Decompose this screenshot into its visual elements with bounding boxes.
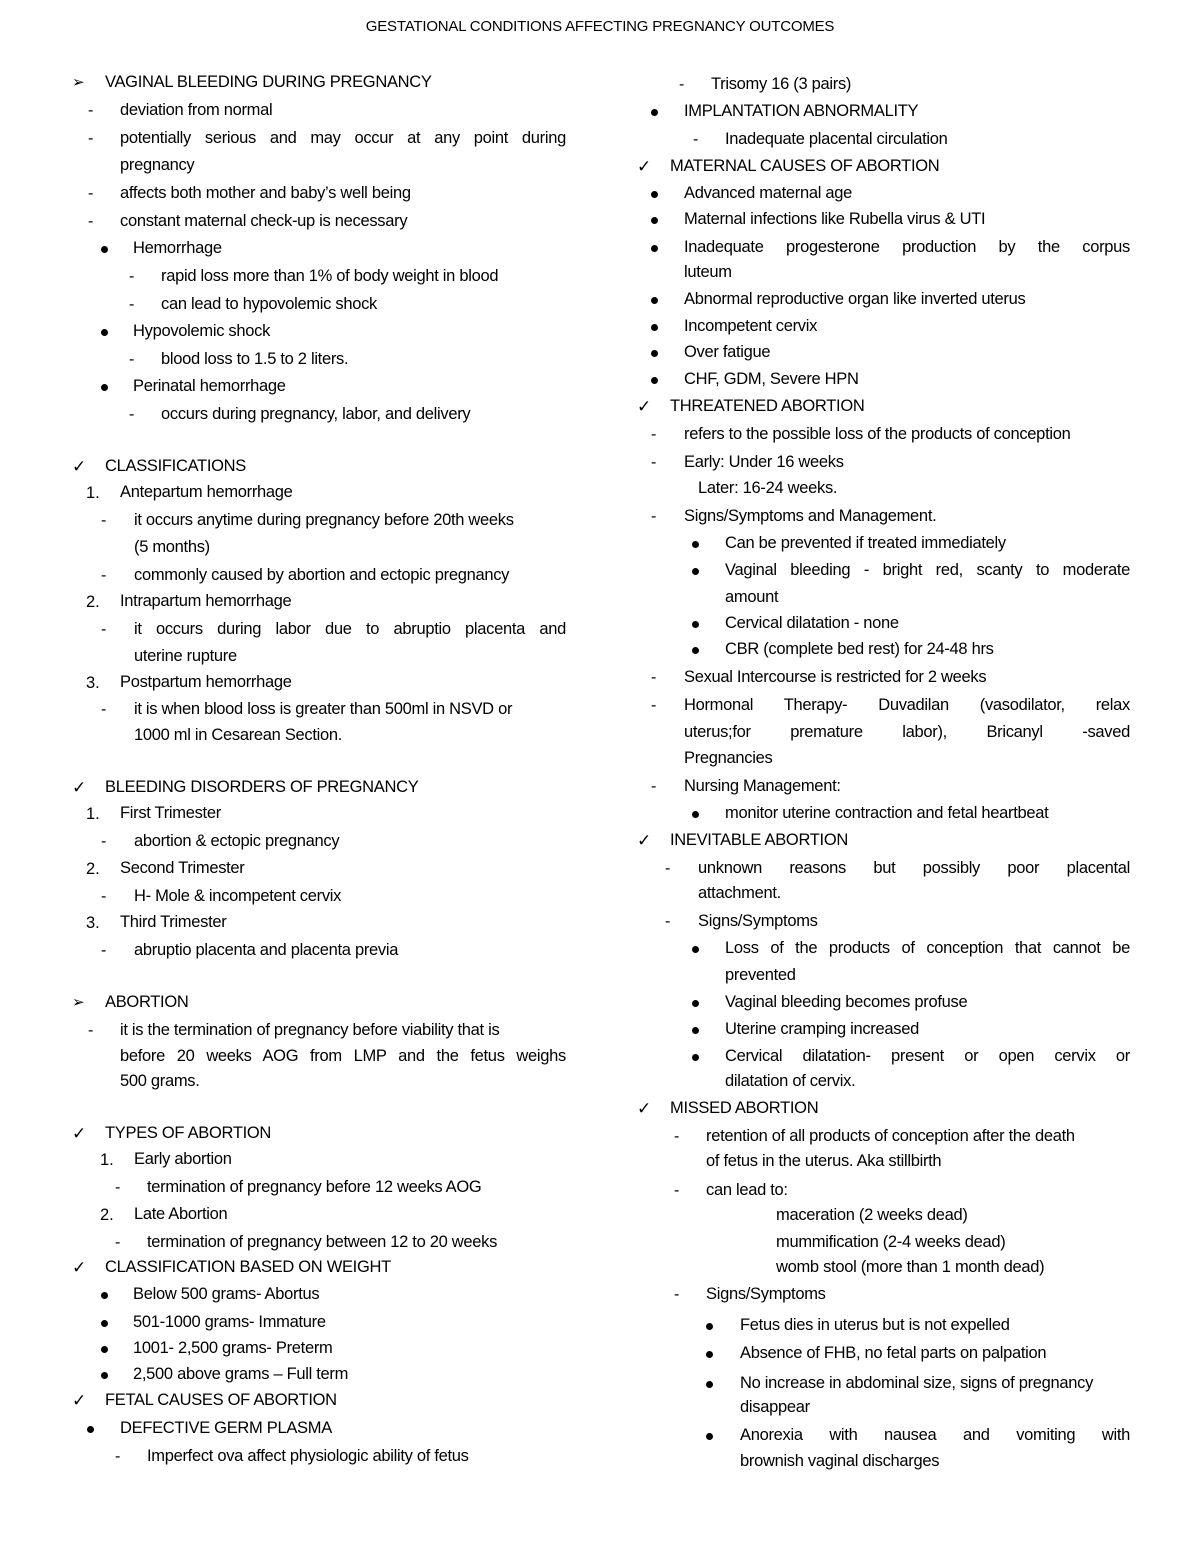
right-column-text-line: prevented	[725, 966, 796, 984]
bullet-icon	[101, 329, 108, 336]
bullet-icon	[692, 946, 699, 953]
left-column-text-line: 500 grams.	[120, 1072, 200, 1090]
dash-marker	[674, 1126, 679, 1148]
list-number: 1.	[100, 1151, 114, 1169]
dash-marker	[129, 294, 134, 316]
checkmark-icon: ✓	[637, 157, 652, 176]
left-column-text-line: pregnancy	[120, 156, 195, 174]
bullet-icon	[692, 568, 699, 575]
dash-marker	[101, 565, 106, 587]
dash-marker	[101, 886, 106, 908]
right-column-text-line: No increase in abdominal size, signs of pregnancy	[740, 1374, 1094, 1392]
left-column-text-line: blood loss to 1.5 to 2 liters.	[161, 350, 349, 368]
dash-marker	[674, 1180, 679, 1202]
right-column-text-line: maceration (2 weeks dead)	[776, 1206, 968, 1224]
dash-marker	[129, 349, 134, 371]
bullet-icon	[651, 191, 658, 198]
left-column-text-line: occurs during pregnancy, labor, and delivery	[161, 405, 471, 423]
dash-marker	[88, 211, 93, 233]
dash-marker	[651, 776, 656, 798]
left-column-text-line: FETAL CAUSES OF ABORTION	[105, 1391, 337, 1409]
bullet-icon	[706, 1433, 713, 1440]
list-number: 3.	[86, 674, 100, 692]
right-column-text-line: Vaginal bleeding becomes profuse	[725, 993, 968, 1011]
left-column-text-line: rapid loss more than 1% of body weight in blood	[161, 267, 499, 285]
left-column-text-line: Antepartum hemorrhage	[120, 483, 293, 501]
arrow-bullet-icon: ➢	[72, 74, 85, 91]
list-number: 1.	[86, 484, 100, 502]
bullet-icon	[651, 217, 658, 224]
bullet-icon	[101, 246, 108, 253]
left-column-text-line: 2,500 above grams – Full term	[133, 1365, 349, 1383]
right-column-text-line: uterus;for premature labor), Bricanyl -saved	[684, 723, 1130, 741]
right-column-text-line: Over fatigue	[684, 343, 771, 361]
left-column-text-line: it is the termination of pregnancy before viability that is	[120, 1021, 500, 1039]
checkmark-icon: ✓	[72, 1391, 87, 1410]
right-column-text-line: MISSED ABORTION	[670, 1099, 819, 1117]
bullet-icon	[101, 1292, 108, 1299]
left-column-text-line: H- Mole & incompetent cervix	[134, 887, 342, 905]
arrow-bullet-icon: ➢	[72, 994, 85, 1011]
bullet-icon	[706, 1381, 713, 1388]
right-column-text-line: CBR (complete bed rest) for 24-48 hrs	[725, 640, 994, 658]
left-column-text-line: 501-1000 grams- Immature	[133, 1313, 326, 1331]
bullet-icon	[651, 350, 658, 357]
right-column-text-line: monitor uterine contraction and fetal heartbeat	[725, 804, 1049, 822]
right-column-text-line: Signs/Symptoms and Management.	[684, 507, 937, 525]
dash-marker	[651, 506, 656, 528]
left-column-text-line: termination of pregnancy before 12 weeks AOG	[147, 1178, 482, 1196]
left-column-text-line: it occurs anytime during pregnancy before 20th weeks	[134, 511, 514, 529]
right-column-text-line: mummification (2-4 weeks dead)	[776, 1233, 1006, 1251]
right-column-text-line: attachment.	[698, 884, 781, 902]
bullet-icon	[101, 384, 108, 391]
right-column-text-line: Inadequate progesterone production by the corpus	[684, 238, 1130, 256]
left-column-text-line: 1001- 2,500 grams- Preterm	[133, 1339, 333, 1357]
left-column-text-line: TYPES OF ABORTION	[105, 1124, 272, 1142]
left-column-text-line: Early abortion	[134, 1150, 232, 1168]
right-column-text-line: Uterine cramping increased	[725, 1020, 919, 1038]
bullet-icon	[692, 1000, 699, 1007]
right-column-text-line: Abnormal reproductive organ like inverted uterus	[684, 290, 1026, 308]
dash-marker	[101, 940, 106, 962]
left-column-text-line: constant maternal check-up is necessary	[120, 212, 408, 230]
dash-marker	[651, 695, 656, 717]
right-column-text-line: unknown reasons but possibly poor placental	[698, 859, 1130, 877]
left-column-text-line: deviation from normal	[120, 101, 273, 119]
dash-marker	[88, 1020, 93, 1042]
right-column-text-line: retention of all products of conception after the death	[706, 1127, 1075, 1145]
left-column-text-line: Hypovolemic shock	[133, 322, 271, 340]
bullet-icon	[101, 1346, 108, 1353]
dash-marker	[651, 452, 656, 474]
left-column-text-line: ABORTION	[105, 993, 189, 1011]
bullet-icon	[692, 621, 699, 628]
left-column-text-line: 1000 ml in Cesarean Section.	[134, 726, 343, 744]
bullet-icon	[692, 811, 699, 818]
left-column-text-line: Imperfect ova affect physiologic ability of fetus	[147, 1447, 469, 1465]
right-column-text-line: can lead to:	[706, 1181, 788, 1199]
right-column-text-line: Maternal infections like Rubella virus & UTI	[684, 210, 986, 228]
right-column-text-line: womb stool (more than 1 month dead)	[776, 1258, 1045, 1276]
dash-marker	[115, 1232, 120, 1254]
right-column-text-line: refers to the possible loss of the products of conception	[684, 425, 1071, 443]
left-column-text-line: commonly caused by abortion and ectopic pregnancy	[134, 566, 510, 584]
checkmark-icon: ✓	[637, 1099, 652, 1118]
bullet-icon	[101, 1320, 108, 1327]
right-column-text-line: of fetus in the uterus. Aka stillbirth	[706, 1152, 942, 1170]
dash-marker	[101, 510, 106, 532]
right-column-text-line: Advanced maternal age	[684, 184, 852, 202]
left-column-text-line: DEFECTIVE GERM PLASMA	[120, 1419, 332, 1437]
dash-marker	[101, 619, 106, 641]
left-column-text-line: before 20 weeks AOG from LMP and the fetus weighs	[120, 1047, 566, 1065]
right-column-text-line: THREATENED ABORTION	[670, 397, 865, 415]
dash-marker	[129, 404, 134, 426]
right-column-text-line: amount	[725, 588, 779, 606]
checkmark-icon: ✓	[637, 831, 652, 850]
dash-marker	[115, 1446, 120, 1468]
left-column-text-line: Hemorrhage	[133, 239, 222, 257]
bullet-icon	[692, 1054, 699, 1061]
left-column-text-line: abruptio placenta and placenta previa	[134, 941, 399, 959]
list-number: 3.	[86, 914, 100, 932]
bullet-icon	[651, 109, 658, 116]
right-column-text-line: Hormonal Therapy- Duvadilan (vasodilator, relax	[684, 696, 1130, 714]
bullet-icon	[706, 1351, 713, 1358]
left-column-text-line: abortion & ectopic pregnancy	[134, 832, 340, 850]
left-column-text-line: affects both mother and baby’s well being	[120, 184, 411, 202]
dash-marker	[88, 128, 93, 150]
checkmark-icon: ✓	[637, 397, 652, 416]
right-column-text-line: Signs/Symptoms	[698, 912, 818, 930]
bullet-icon	[651, 324, 658, 331]
right-column-text-line: Trisomy 16 (3 pairs)	[711, 75, 852, 93]
dash-marker	[651, 667, 656, 689]
left-column-text-line: CLASSIFICATION BASED ON WEIGHT	[105, 1258, 391, 1276]
right-column-text-line: dilatation of cervix.	[725, 1072, 856, 1090]
dash-marker	[665, 858, 670, 880]
right-column-text-line: Early: Under 16 weeks	[684, 453, 844, 471]
right-column-text-line: disappear	[740, 1398, 810, 1416]
right-column-text-line: Absence of FHB, no fetal parts on palpation	[740, 1344, 1047, 1362]
right-column-text-line: Can be prevented if treated immediately	[725, 534, 1006, 552]
right-column-text-line: Sexual Intercourse is restricted for 2 weeks	[684, 668, 987, 686]
list-number: 2.	[100, 1206, 114, 1224]
right-column-text-line: Incompetent cervix	[684, 317, 818, 335]
dash-marker	[679, 74, 684, 96]
left-column-text-line: Perinatal hemorrhage	[133, 377, 286, 395]
right-column-text-line: Fetus dies in uterus but is not expelled	[740, 1316, 1010, 1334]
left-column-text-line: uterine rupture	[134, 647, 237, 665]
bullet-icon	[87, 1426, 94, 1433]
dash-marker	[665, 911, 670, 933]
right-column-text-line: Cervical dilatation- present or open cervix or	[725, 1047, 1130, 1065]
checkmark-icon: ✓	[72, 457, 87, 476]
left-column-text-line: Second Trimester	[120, 859, 245, 877]
list-number: 2.	[86, 593, 100, 611]
right-column-text-line: Later: 16-24 weeks.	[698, 479, 838, 497]
list-number: 1.	[86, 805, 100, 823]
right-column-text-line: brownish vaginal discharges	[740, 1452, 940, 1470]
bullet-icon	[651, 377, 658, 384]
list-number: 2.	[86, 860, 100, 878]
bullet-icon	[692, 1027, 699, 1034]
dash-marker	[693, 129, 698, 151]
left-column-text-line: Below 500 grams- Abortus	[133, 1285, 320, 1303]
checkmark-icon: ✓	[72, 1124, 87, 1143]
dash-marker	[129, 266, 134, 288]
left-column-text-line: termination of pregnancy between 12 to 20 weeks	[147, 1233, 498, 1251]
right-column-text-line: IMPLANTATION ABNORMALITY	[684, 102, 919, 120]
left-column-text-line: it occurs during labor due to abruptio placenta and	[134, 620, 566, 638]
right-column-text-line: Signs/Symptoms	[706, 1285, 826, 1303]
dash-marker	[101, 831, 106, 853]
right-column-text-line: CHF, GDM, Severe HPN	[684, 370, 859, 388]
left-column-text-line: can lead to hypovolemic shock	[161, 295, 378, 313]
left-column-text-line: potentially serious and may occur at any point during	[120, 129, 566, 147]
left-column-text-line: Late Abortion	[134, 1205, 228, 1223]
right-column-text-line: Loss of the products of conception that cannot be	[725, 939, 1130, 957]
dash-marker	[88, 100, 93, 122]
right-column-text-line: Cervical dilatation - none	[725, 614, 899, 632]
right-column-text-line: Pregnancies	[684, 749, 773, 767]
right-column-text-line: Nursing Management:	[684, 777, 841, 795]
checkmark-icon: ✓	[72, 1258, 87, 1277]
bullet-icon	[651, 245, 658, 252]
left-column-text-line: BLEEDING DISORDERS OF PREGNANCY	[105, 778, 419, 796]
left-column-text-line: First Trimester	[120, 804, 221, 822]
dash-marker	[88, 183, 93, 205]
bullet-icon	[101, 1372, 108, 1379]
right-column-text-line: luteum	[684, 263, 732, 281]
left-column-text-line: (5 months)	[134, 538, 210, 556]
page-title: GESTATIONAL CONDITIONS AFFECTING PREGNANCY OUTCOMES	[365, 18, 835, 35]
right-column-text-line: Inadequate placental circulation	[725, 130, 948, 148]
right-column-text-line: Vaginal bleeding - bright red, scanty to moderate	[725, 561, 1130, 579]
right-column-text-line: MATERNAL CAUSES OF ABORTION	[670, 157, 940, 175]
dash-marker	[101, 699, 106, 721]
right-column-text-line: Anorexia with nausea and vomiting with	[740, 1426, 1130, 1444]
bullet-icon	[706, 1323, 713, 1330]
bullet-icon	[692, 647, 699, 654]
left-column-text-line: it is when blood loss is greater than 500ml in NSVD or	[134, 700, 513, 718]
dash-marker	[115, 1177, 120, 1199]
dash-marker	[674, 1284, 679, 1306]
left-column-text-line: VAGINAL BLEEDING DURING PREGNANCY	[105, 73, 432, 91]
left-column-text-line: CLASSIFICATIONS	[105, 457, 246, 475]
dash-marker	[651, 424, 656, 446]
left-column-text-line: Third Trimester	[120, 913, 227, 931]
left-column-text-line: Postpartum hemorrhage	[120, 673, 292, 691]
right-column-text-line: INEVITABLE ABORTION	[670, 831, 848, 849]
checkmark-icon: ✓	[72, 778, 87, 797]
bullet-icon	[651, 297, 658, 304]
left-column-text-line: Intrapartum hemorrhage	[120, 592, 292, 610]
bullet-icon	[692, 541, 699, 548]
